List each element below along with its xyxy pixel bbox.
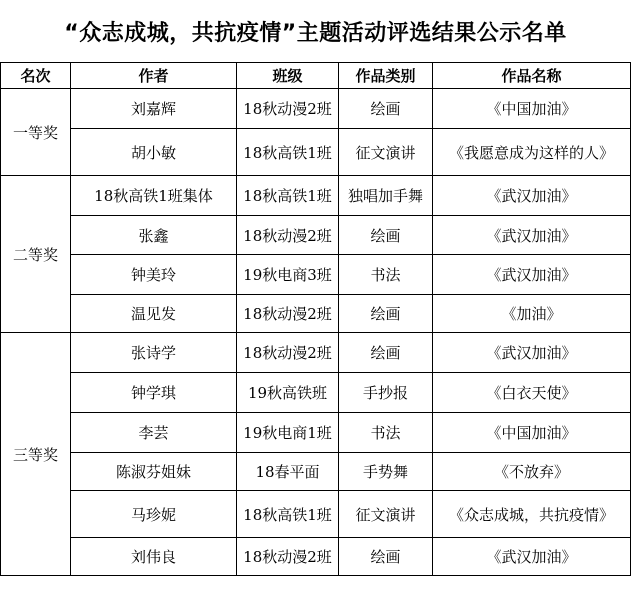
category-cell: 绘画	[339, 295, 433, 333]
table-row	[1, 255, 631, 295]
table-row	[1, 453, 631, 491]
work-cell: 《不放弃》	[433, 453, 631, 491]
author-cell: 陈淑芬姐妹	[71, 453, 237, 491]
table-row	[1, 491, 631, 538]
author-cell: 张鑫	[71, 216, 237, 255]
class-cell: 19秋高铁班	[237, 373, 339, 413]
work-cell: 《白衣天使》	[433, 373, 631, 413]
table-row	[1, 333, 631, 373]
work-cell: 《中国加油》	[433, 413, 631, 453]
header-category: 作品类别	[339, 63, 433, 89]
author-cell: 李芸	[71, 413, 237, 453]
work-cell: 《众志成城，共抗疫情》	[433, 491, 631, 538]
class-cell: 18秋动漫2班	[237, 333, 339, 373]
table-row	[1, 538, 631, 576]
header-rank: 名次	[1, 63, 71, 89]
author-cell: 张诗学	[71, 333, 237, 373]
rank-cell: 三等奖	[1, 333, 71, 576]
category-cell: 独唱加手舞	[339, 176, 433, 216]
category-cell: 手抄报	[339, 373, 433, 413]
table-row	[1, 295, 631, 333]
class-cell: 18秋高铁1班	[237, 129, 339, 176]
class-cell: 18秋动漫2班	[237, 538, 339, 576]
category-cell: 绘画	[339, 216, 433, 255]
document-title: “众志成城，共抗疫情”主题活动评选结果公示名单	[64, 20, 567, 46]
author-cell: 刘伟良	[71, 538, 237, 576]
class-cell: 18秋动漫2班	[237, 89, 339, 129]
author-cell: 18秋高铁1班集体	[71, 176, 237, 216]
category-cell: 手势舞	[339, 453, 433, 491]
header-class: 班级	[237, 63, 339, 89]
category-cell: 书法	[339, 413, 433, 453]
work-cell: 《加油》	[433, 295, 631, 333]
category-cell: 绘画	[339, 89, 433, 129]
table-row	[1, 89, 631, 129]
work-cell: 《武汉加油》	[433, 255, 631, 295]
class-cell: 18秋高铁1班	[237, 491, 339, 538]
class-cell: 18秋高铁1班	[237, 176, 339, 216]
category-cell: 绘画	[339, 333, 433, 373]
table-row	[1, 413, 631, 453]
rank-cell: 二等奖	[1, 176, 71, 333]
table-row	[1, 176, 631, 216]
author-cell: 刘嘉辉	[71, 89, 237, 129]
work-cell: 《中国加油》	[433, 89, 631, 129]
class-cell: 19秋电商1班	[237, 413, 339, 453]
work-cell: 《武汉加油》	[433, 333, 631, 373]
work-cell: 《武汉加油》	[433, 216, 631, 255]
header-work: 作品名称	[433, 63, 631, 89]
table-row	[1, 216, 631, 255]
rank-cell: 一等奖	[1, 89, 71, 176]
category-cell: 书法	[339, 255, 433, 295]
work-cell: 《我愿意成为这样的人》	[433, 129, 631, 176]
category-cell: 征文演讲	[339, 491, 433, 538]
class-cell: 18秋动漫2班	[237, 216, 339, 255]
results-table	[0, 62, 631, 576]
work-cell: 《武汉加油》	[433, 538, 631, 576]
author-cell: 钟美玲	[71, 255, 237, 295]
author-cell: 钟学琪	[71, 373, 237, 413]
header-row	[1, 63, 631, 89]
author-cell: 胡小敏	[71, 129, 237, 176]
author-cell: 马珍妮	[71, 491, 237, 538]
category-cell: 征文演讲	[339, 129, 433, 176]
class-cell: 19秋电商3班	[237, 255, 339, 295]
class-cell: 18秋动漫2班	[237, 295, 339, 333]
table-row	[1, 129, 631, 176]
category-cell: 绘画	[339, 538, 433, 576]
work-cell: 《武汉加油》	[433, 176, 631, 216]
header-author: 作者	[71, 63, 237, 89]
author-cell: 温见发	[71, 295, 237, 333]
class-cell: 18春平面	[237, 453, 339, 491]
table-row	[1, 373, 631, 413]
